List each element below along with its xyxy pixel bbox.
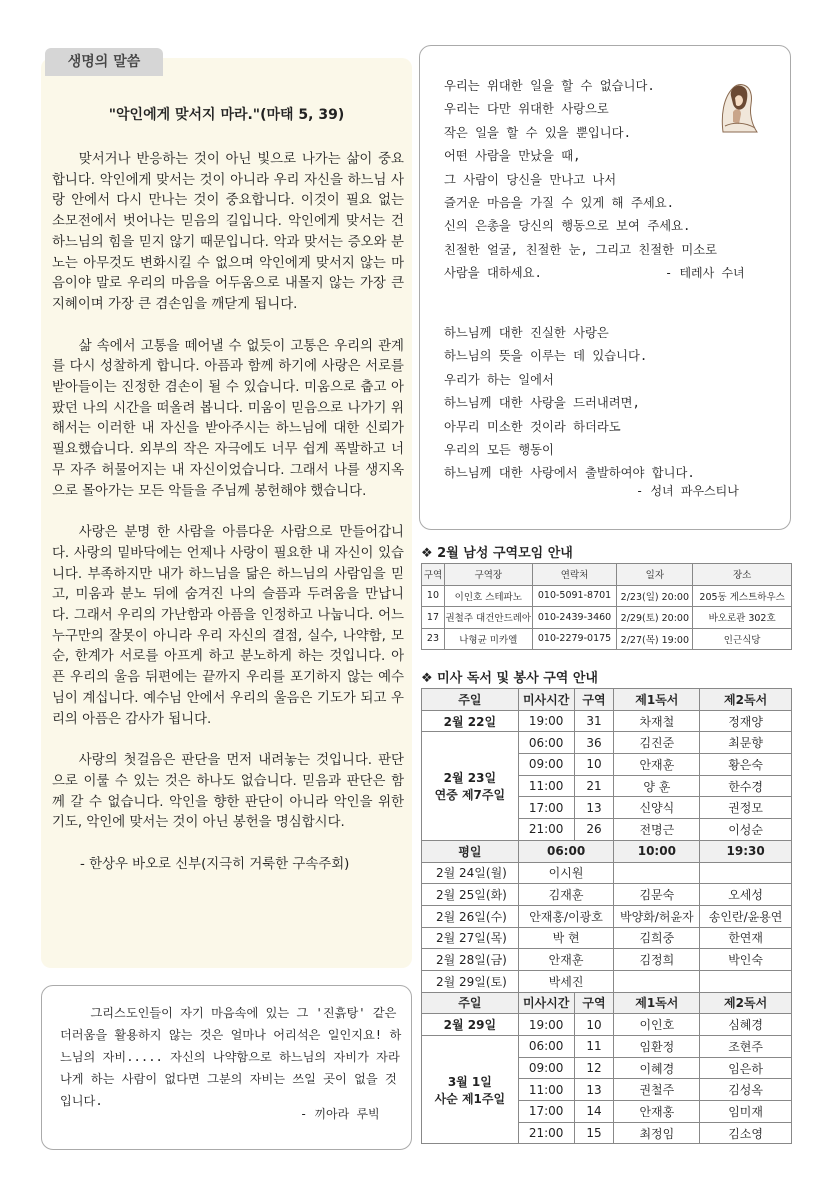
cell: 14 bbox=[574, 1101, 614, 1123]
cell: 권철주 대건안드레아 bbox=[444, 607, 532, 629]
cell bbox=[700, 862, 792, 884]
cell: 한연재 bbox=[700, 927, 792, 949]
column-header: 주일 bbox=[422, 689, 519, 711]
cell: 김희중 bbox=[614, 927, 700, 949]
table-row bbox=[422, 927, 792, 949]
cell: 나형균 미카엘 bbox=[444, 628, 532, 650]
chiara-signature: - 끼아라 루빅 bbox=[300, 1107, 380, 1121]
cell: 17:00 bbox=[518, 797, 574, 819]
cell: 06:00 bbox=[518, 1036, 574, 1058]
faustina-quote bbox=[444, 322, 695, 486]
cell: 10 bbox=[422, 585, 445, 607]
quote-line: 아무리 미소한 것이라 하더라도 bbox=[444, 419, 621, 434]
faustina-signature: - 성녀 파우스티나 bbox=[636, 484, 739, 498]
table-row bbox=[422, 710, 792, 732]
quote-line: 우리는 위대한 일을 할 수 없습니다. bbox=[444, 79, 655, 93]
cell: 황은숙 bbox=[700, 754, 792, 776]
cell: 11:00 bbox=[518, 775, 574, 797]
cell: 임환정 bbox=[614, 1036, 700, 1058]
quote-line: 작은 일을 할 수 있을 뿐입니다. bbox=[444, 125, 631, 140]
column-header: 19:30 bbox=[700, 840, 792, 862]
cell: 12 bbox=[574, 1057, 614, 1079]
table-row bbox=[422, 628, 792, 650]
column-header: 구역 bbox=[422, 564, 445, 586]
cell: 010-2439-3460 bbox=[532, 607, 617, 629]
liturgical-day: 사순 제1주일 bbox=[434, 1091, 506, 1106]
quote-line: 즐거운 마음을 가질 수 있게 해 주세요. bbox=[444, 196, 675, 211]
date-label bbox=[422, 732, 519, 840]
cell: 이혜경 bbox=[614, 1057, 700, 1079]
quote-line: 신의 은총을 당신의 행동으로 보여 주세요. bbox=[444, 219, 691, 234]
table-row bbox=[422, 585, 792, 607]
cell bbox=[614, 970, 700, 992]
column-header: 구역 bbox=[574, 689, 614, 711]
cell: 송인란/윤용연 bbox=[700, 905, 792, 927]
cell: 09:00 bbox=[518, 754, 574, 776]
quote-line: 하느님의 뜻을 이루는 데 있습니다. bbox=[444, 349, 648, 364]
cell: 김문숙 bbox=[614, 884, 700, 906]
cell: 15 bbox=[574, 1122, 614, 1144]
table-row bbox=[422, 949, 792, 971]
cell: 김진준 bbox=[614, 732, 700, 754]
paragraph: 사랑은 분명 한 사람을 아름다운 사람으로 만들어갑니다. 사랑의 밑바닥에는 언제나 사랑이 필요한 내 자신이 있습니다. 부족하지만 내가 하느님을 닮은 하느님의 사람임을 믿고, 미움과 분노 뒤에 숨겨진 나의 슬픔과 두려움을 만납니다. 그래서 우리의 가난함과 아픔을 인정하고 나눕니다. 어느 누구만의 잘못이 아니라 우리 자신의 결점, 실수, 나약함, 모순, 한계가 서로를 아프게 하고 분노하게 하는 것입니다. 아픈 우리의 울음 뒤편에는 끝까지 우리를 포기하지 않는 예수님이 계십니다. 예수님 안에서 우리의 울음은 기도가 되고 우리의 아픔은 감사가 됩니다. bbox=[52, 525, 404, 727]
cell: 김소영 bbox=[700, 1122, 792, 1144]
cell: 19:00 bbox=[518, 1014, 574, 1036]
cell: 신양식 bbox=[614, 797, 700, 819]
cell: 권정모 bbox=[700, 797, 792, 819]
cell: 09:00 bbox=[518, 1057, 574, 1079]
column-header: 일자 bbox=[617, 564, 693, 586]
cell: 06:00 bbox=[518, 732, 574, 754]
date-label: 2월 22일 bbox=[422, 710, 519, 732]
table-row bbox=[422, 732, 792, 754]
cell: 박 현 bbox=[518, 927, 614, 949]
cell: 박양화/허윤자 bbox=[614, 905, 700, 927]
cell: 박세진 bbox=[518, 970, 614, 992]
teresa-quote bbox=[444, 75, 717, 286]
table-row bbox=[422, 905, 792, 927]
quote-line: 사람을 대하세요. bbox=[444, 266, 542, 281]
quote-line: 우리가 하는 일에서 bbox=[444, 372, 554, 387]
quote-line: 하느님께 대한 진실한 사랑은 bbox=[444, 326, 609, 340]
chiara-quote-text: 그리스도인들이 자기 마음속에 있는 그 '진흙탕' 같은 더러움을 활용하지 않는 것은 얼마나 어리석은 일인지요! 하느님의 자비..... 자신의 나약함으로 하느님의 자비가 자라나게 하는 사람이 없다면 그분의 자비는 쓰일 곳이 없을 것입니다. bbox=[60, 1006, 402, 1108]
column-header: 평일 bbox=[422, 840, 519, 862]
cell: 김성옥 bbox=[700, 1079, 792, 1101]
cell: 21 bbox=[574, 775, 614, 797]
date-label: 2월 29일 bbox=[422, 1014, 519, 1036]
paragraph: 삶 속에서 고통을 떼어낼 수 없듯이 고통은 우리의 관계를 다시 성찰하게 합니다. 아픔과 함께 하기에 사랑은 서로를 받아들이는 진정한 겸손이 될 수 있습니다. 미움으로 춥고 아팠던 나의 시간을 떠올려 봅니다. 미움이 믿음으로 나가기 위해서는 이러한 내 자신을 받아주시는 하느님에 대한 신뢰가 필요했습니다. 외부의 작은 자극에도 너무 쉽게 폭발하고 너무 자주 허물어지는 내 자신이었습니다. 그래서 나를 생지옥으로 몰아가는 모든 악들을 주님께 봉헌해야 했습니다. bbox=[52, 338, 404, 499]
cell: 정재양 bbox=[700, 710, 792, 732]
cell: 인근식당 bbox=[693, 628, 792, 650]
quote-line: 하느님께 대한 사랑에서 출발하여야 합니다. bbox=[444, 466, 695, 481]
cell bbox=[614, 862, 700, 884]
weekday-label: 2월 28일(금) bbox=[422, 949, 519, 971]
paragraph: 맞서거나 반응하는 것이 아닌 빛으로 나가는 삶이 중요합니다. 악인에게 맞서는 것이 아니라 우리 자신을 하느님 사랑 안에서 다시 만나는 것이 중요합니다. 이것이 필요 없는 소모전에서 벗어나는 믿음의 길입니다. 악인에게 맞서는 건 하느님의 힘을 믿지 않기 때문입니다. 악과 맞서는 증오와 분노는 아무것도 변화시킬 수 없으며 악인에게 맞서지 않는 마음이야 말로 우리의 마음을 어두움으로 내몰지 않는 가장 큰 지혜이며 가장 큰 겸손임을 깨닫게 됩니다. bbox=[52, 152, 404, 312]
cell: 23 bbox=[422, 628, 445, 650]
cell: 13 bbox=[574, 797, 614, 819]
cell: 전명근 bbox=[614, 819, 700, 841]
quote-line: 어떤 사람을 만났을 때, bbox=[444, 149, 581, 164]
cell: 21:00 bbox=[518, 819, 574, 841]
cell: 최정임 bbox=[614, 1122, 700, 1144]
weekday-label: 2월 27일(목) bbox=[422, 927, 519, 949]
quote-line: 친절한 얼굴, 친절한 눈, 그리고 친절한 미소로 bbox=[444, 242, 718, 257]
cell: 10 bbox=[574, 1014, 614, 1036]
cell: 26 bbox=[574, 819, 614, 841]
table-row bbox=[422, 862, 792, 884]
column-header: 제2독서 bbox=[700, 992, 792, 1014]
scripture-title: "악인에게 맞서지 마라."(마태 5, 39) bbox=[108, 107, 345, 123]
cell: 바오로관 302호 bbox=[693, 607, 792, 629]
column-header: 06:00 bbox=[518, 840, 614, 862]
column-header: 주일 bbox=[422, 992, 519, 1014]
cell: 박인숙 bbox=[700, 949, 792, 971]
reflection-body bbox=[52, 150, 404, 897]
column-header: 미사시간 bbox=[518, 992, 574, 1014]
cell: 권철주 bbox=[614, 1079, 700, 1101]
mass-schedule-table bbox=[421, 688, 792, 1144]
liturgical-day: 연중 제7주일 bbox=[434, 788, 506, 803]
cell: 한수경 bbox=[700, 775, 792, 797]
date-line: 2월 23일 bbox=[443, 771, 497, 786]
cell: 이인호 스테파노 bbox=[444, 585, 532, 607]
table-row bbox=[422, 607, 792, 629]
cell: 임은하 bbox=[700, 1057, 792, 1079]
column-header: 10:00 bbox=[614, 840, 700, 862]
column-header: 구역장 bbox=[444, 564, 532, 586]
cell: 차재철 bbox=[614, 710, 700, 732]
cell: 김정희 bbox=[614, 949, 700, 971]
cell: 이시원 bbox=[518, 862, 614, 884]
cell: 2/29(토) 20:00 bbox=[617, 607, 693, 629]
cell: 이인호 bbox=[614, 1014, 700, 1036]
quote-line: 우리는 다만 위대한 사랑으로 bbox=[444, 102, 609, 117]
cell: 36 bbox=[574, 732, 614, 754]
weekday-label: 2월 24일(월) bbox=[422, 862, 519, 884]
author-signature: - 한상우 바오로 신부(지극히 거룩한 구속주회) bbox=[80, 857, 350, 873]
weekday-label: 2월 25일(화) bbox=[422, 884, 519, 906]
table-row bbox=[422, 1036, 792, 1058]
table-row bbox=[422, 1014, 792, 1036]
cell: 2/27(목) 19:00 bbox=[617, 628, 693, 650]
meeting-table bbox=[421, 563, 792, 650]
cell: 17 bbox=[422, 607, 445, 629]
column-header: 미사시간 bbox=[518, 689, 574, 711]
table-row bbox=[422, 884, 792, 906]
cell: 10 bbox=[574, 754, 614, 776]
cell: 오세성 bbox=[700, 884, 792, 906]
cell: 안재훈 bbox=[518, 949, 614, 971]
cell: 010-2279-0175 bbox=[532, 628, 617, 650]
cell: 최문향 bbox=[700, 732, 792, 754]
cell: 31 bbox=[574, 710, 614, 732]
cell: 11 bbox=[574, 1036, 614, 1058]
section-tab: 생명의 말씀 bbox=[45, 48, 163, 76]
quote-line: 그 사람이 당신을 만나고 나서 bbox=[444, 172, 617, 187]
cell: 안재훈 bbox=[614, 754, 700, 776]
cell: 010-5091-8701 bbox=[532, 585, 617, 607]
column-header: 구역 bbox=[574, 992, 614, 1014]
cell: 13 bbox=[574, 1079, 614, 1101]
cell: 17:00 bbox=[518, 1101, 574, 1123]
column-header: 제2독서 bbox=[700, 689, 792, 711]
column-header: 제1독서 bbox=[614, 689, 700, 711]
cell: 205동 게스트하우스 bbox=[693, 585, 792, 607]
column-header: 제1독서 bbox=[614, 992, 700, 1014]
teresa-signature: - 테레사 수녀 bbox=[665, 266, 745, 280]
cell: 임미재 bbox=[700, 1101, 792, 1123]
table-row bbox=[422, 970, 792, 992]
meeting-heading: ❖ 2월 남성 구역모임 안내 bbox=[421, 546, 573, 561]
date-line: 3월 1일 bbox=[447, 1074, 492, 1089]
quote-line: 하느님께 대한 사랑을 드러내려면, bbox=[444, 396, 640, 411]
cell: 안재홍 bbox=[614, 1101, 700, 1123]
cell: 조현주 bbox=[700, 1036, 792, 1058]
mass-heading: ❖ 미사 독서 및 봉사 구역 안내 bbox=[421, 671, 598, 686]
date-label bbox=[422, 1036, 519, 1144]
column-header: 연락처 bbox=[532, 564, 617, 586]
quote-line: 우리의 모든 행동이 bbox=[444, 443, 554, 458]
cell bbox=[700, 970, 792, 992]
cell: 심혜경 bbox=[700, 1014, 792, 1036]
cell: 양 훈 bbox=[614, 775, 700, 797]
cell: 21:00 bbox=[518, 1122, 574, 1144]
cell: 11:00 bbox=[518, 1079, 574, 1101]
weekday-label: 2월 29일(토) bbox=[422, 970, 519, 992]
cell: 2/23(일) 20:00 bbox=[617, 585, 693, 607]
paragraph: 사랑의 첫걸음은 판단을 먼저 내려놓는 것입니다. 판단으로 이룰 수 있는 것은 하나도 없습니다. 믿음과 판단은 함께 갈 수 없습니다. 악인을 향한 판단이 아니라 악인을 위한 기도, 악인에 맞서는 것이 아닌 봉헌을 명심합시다. bbox=[52, 753, 404, 831]
cell: 19:00 bbox=[518, 710, 574, 732]
column-header: 장소 bbox=[693, 564, 792, 586]
cell: 안재홍/이광호 bbox=[518, 905, 614, 927]
weekday-label: 2월 26일(수) bbox=[422, 905, 519, 927]
cell: 이성순 bbox=[700, 819, 792, 841]
cell: 김재훈 bbox=[518, 884, 614, 906]
